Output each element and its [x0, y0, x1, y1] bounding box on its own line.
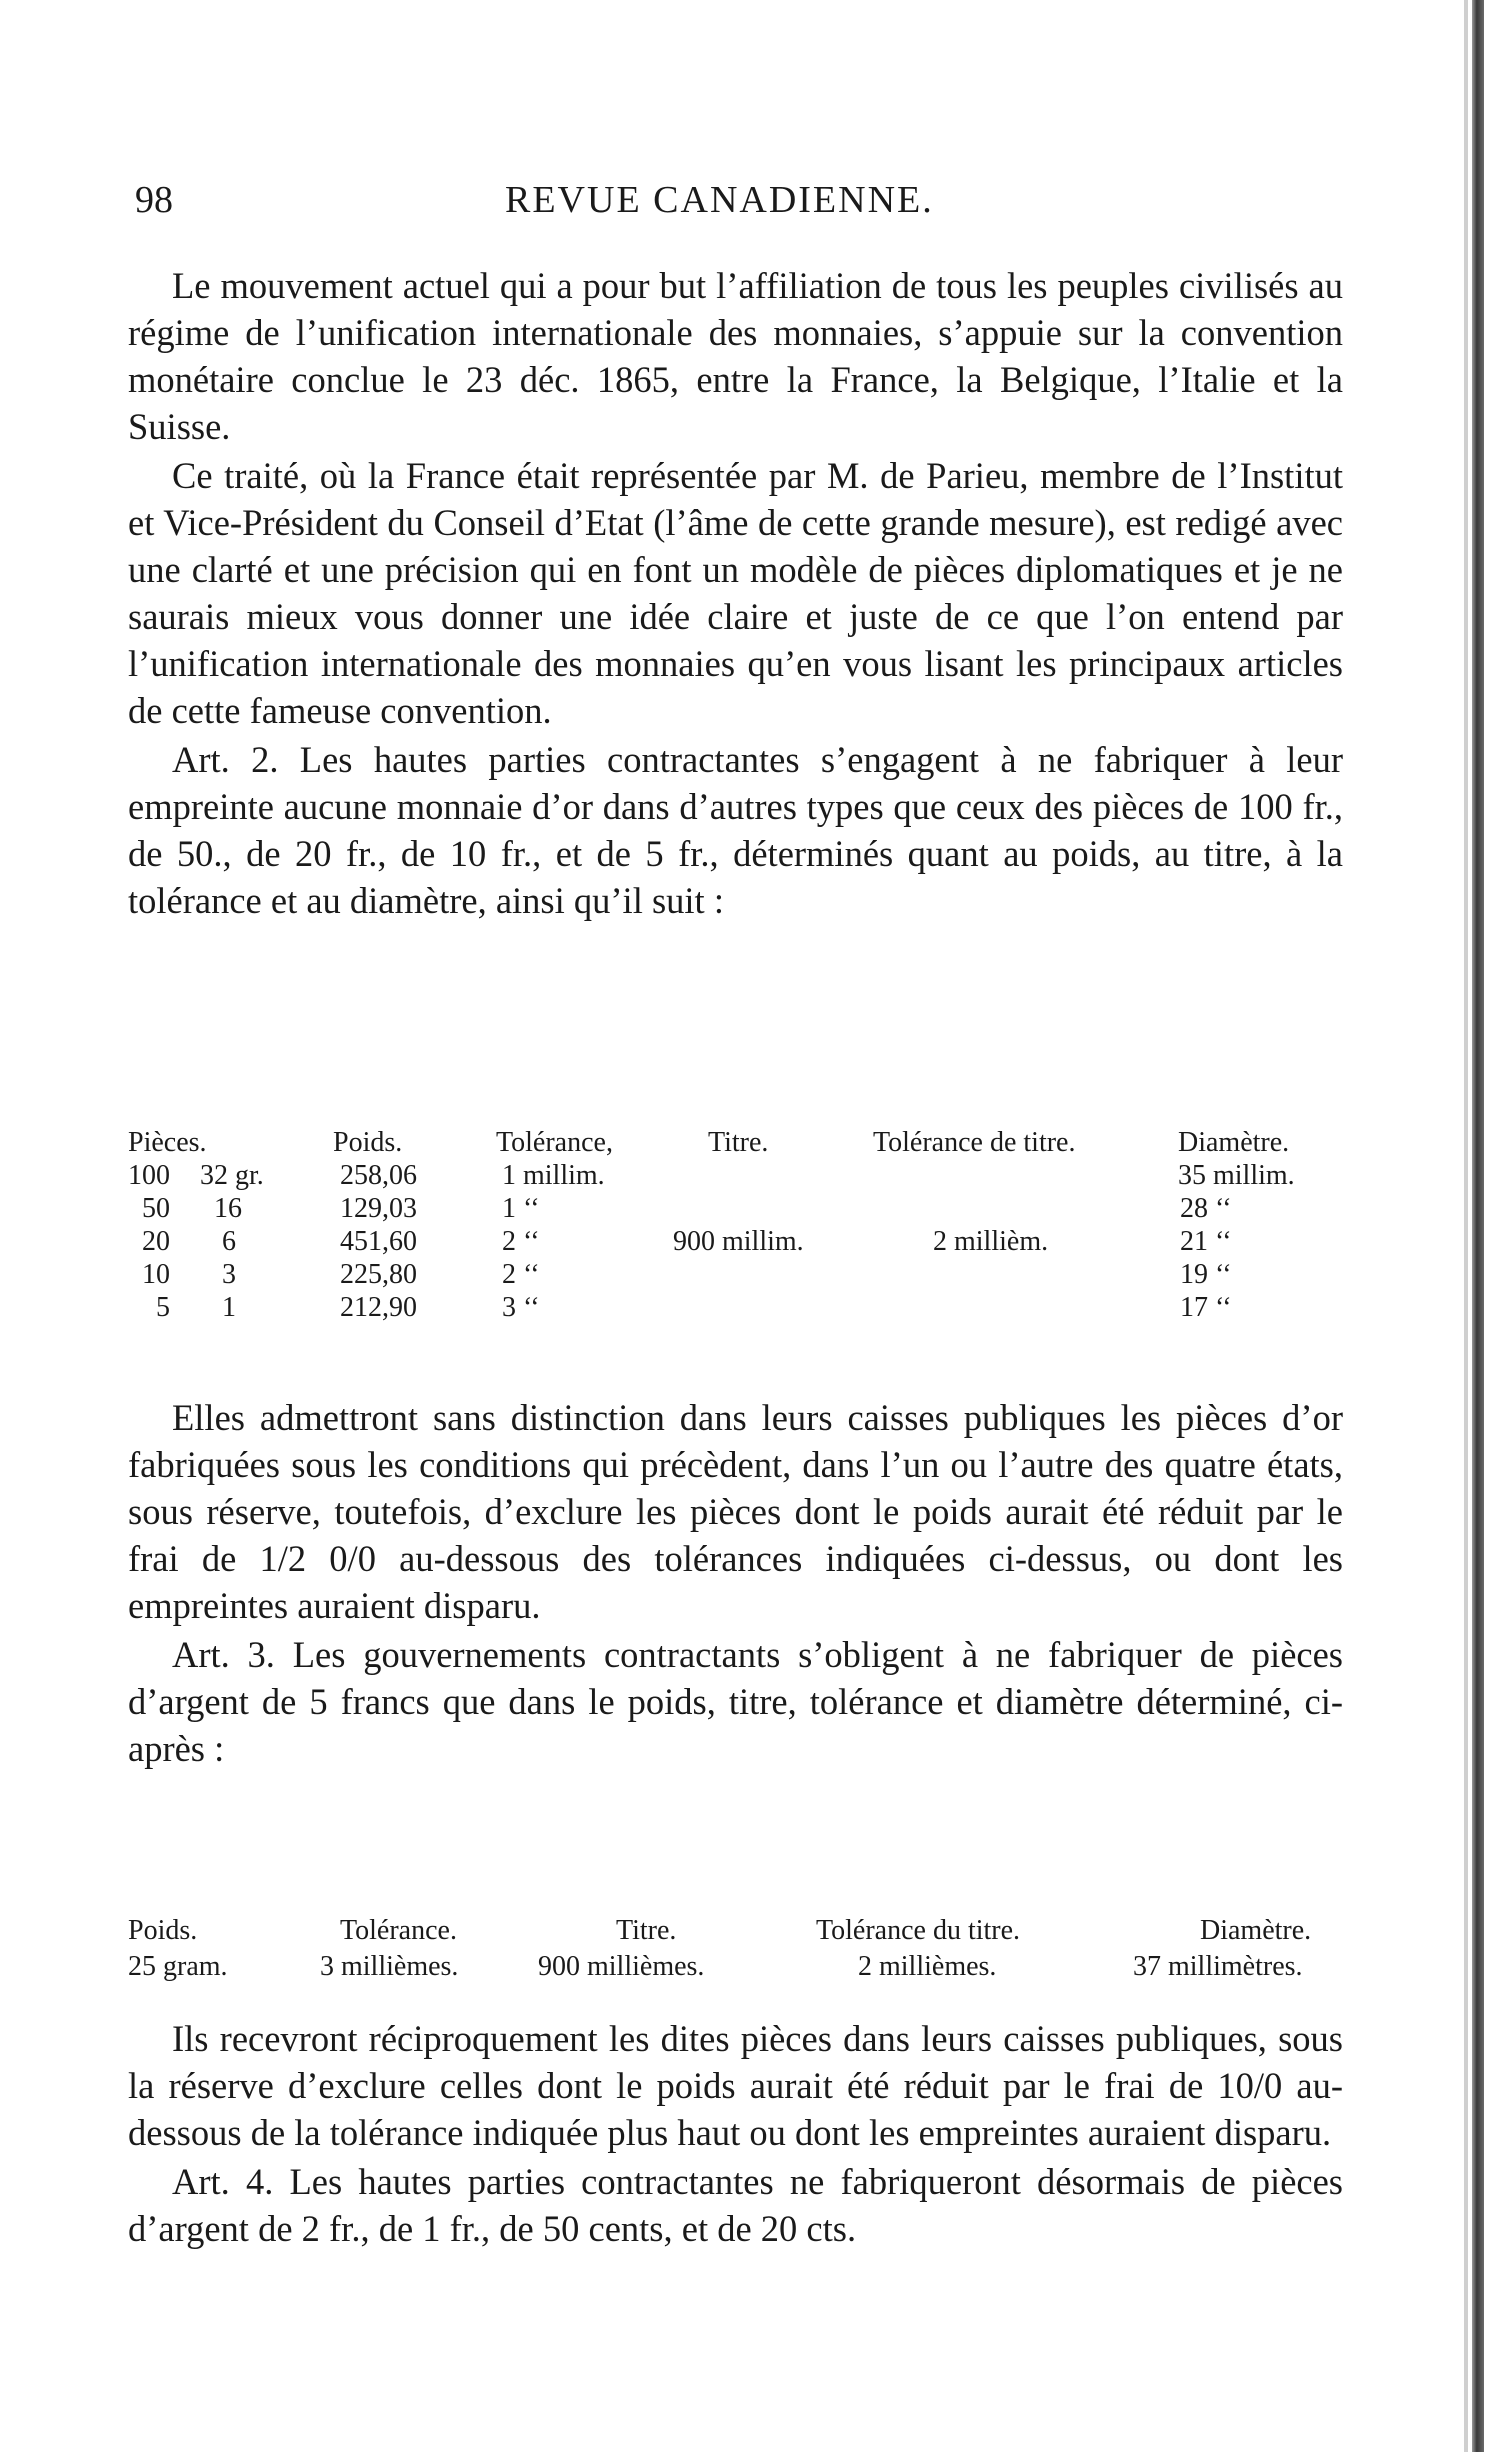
table-header: Titre. — [708, 1127, 769, 1158]
paragraph: Le mouvement actuel qui a pour but l’affiliation de tous les peuples civilisés au régime de l’unification internationale des monnaies, s’appuie sur la convention monétaire conclue le 23 déc. 1865, entre la France, la Belgique, l’Italie et la Suisse. — [128, 265, 1343, 447]
table-header: Diamètre. — [1200, 1915, 1312, 1946]
table-cell: 2 millièm. — [933, 1226, 1049, 1257]
table-header: Tolérance du titre. — [816, 1915, 1021, 1946]
table-cell: 28 ‘‘ — [1180, 1193, 1232, 1224]
page-edge-shadow — [1464, 0, 1468, 2452]
table-cell: 37 millimètres. — [1133, 1951, 1303, 1982]
table-cell: 3 millièmes. — [320, 1951, 459, 1982]
book-page — [120, 0, 1345, 2452]
body-text-bottom — [128, 2015, 1343, 2252]
table-cell: 25 gram. — [128, 1951, 228, 1982]
table-cell: 451,60 — [340, 1226, 417, 1257]
table-cell: 100 — [128, 1160, 170, 1191]
paragraph: Ils recevront réciproquement les dites pièces dans leurs caisses publiques, sous la réserve d’exclure celles dont le poids aurait été réduit par le frai de 10/0 au-dessous de la tolérance indiquée plus haut ou dont les empreintes auraient disparu. — [128, 2018, 1343, 2153]
table-cell: 2 millièmes. — [858, 1951, 997, 1982]
table-cell: 2 ‘‘ — [502, 1259, 540, 1290]
paragraph: Ce traité, où la France était représentée par M. de Parieu, membre de l’Institut et Vice-Président du Conseil d’Etat (l’âme de cette grande mesure), est redigé avec une clarté et une précision qui en font un modèle de pièces diplomatiques et je ne saurais mieux vous donner une idée claire et juste de ce que l’on entend par l’unification internationale des monnaies qu’en vous lisant les principaux articles de cette fameuse convention. — [128, 455, 1343, 731]
table-header: Poids. — [128, 1915, 198, 1946]
table-cell: 1 — [222, 1292, 236, 1323]
table-cell: 21 ‘‘ — [1180, 1226, 1232, 1257]
table-cell: 17 ‘‘ — [1180, 1292, 1232, 1323]
table-cell: 1 ‘‘ — [502, 1193, 540, 1224]
table-header: Pièces. — [128, 1127, 207, 1158]
table-cell: 1 millim. — [502, 1160, 605, 1191]
body-text-middle — [128, 1394, 1343, 1772]
table-cell: 10 — [142, 1259, 170, 1290]
book-spine-edge — [1472, 0, 1484, 2452]
paragraph: Art. 4. Les hautes parties contractantes ne fabriqueront désormais de pièces d’argent de 2 fr., de 1 fr., de 50 cents, et de 20 cts. — [128, 2161, 1343, 2249]
table-cell: 32 gr. — [200, 1160, 264, 1191]
table-cell: 3 ‘‘ — [502, 1292, 540, 1323]
table-header: Tolérance de titre. — [873, 1127, 1076, 1158]
table-cell: 900 millièmes. — [538, 1951, 705, 1982]
table-cell: 2 ‘‘ — [502, 1226, 540, 1257]
table-cell: 900 millim. — [673, 1226, 804, 1257]
body-text-top — [128, 262, 1343, 924]
table-header: Poids. — [333, 1127, 403, 1158]
page-number: 98 — [135, 179, 173, 221]
table-header: Tolérance. — [340, 1915, 457, 1946]
table-cell: 129,03 — [340, 1193, 417, 1224]
table-header: Tolérance, — [496, 1127, 613, 1158]
page-header — [135, 178, 1335, 228]
table-cell: 16 — [214, 1193, 242, 1224]
table-cell: 6 — [222, 1226, 236, 1257]
paragraph: Art. 2. Les hautes parties contractantes s’engagent à ne fabriquer à leur empreinte aucune monnaie d’or dans d’autres types que ceux des pièces de 100 fr., de 50., de 20 fr., de 10 fr., et de 5 fr., déterminés quant au poids, au titre, à la tolérance et au diamètre, ainsi qu’il suit : — [128, 739, 1343, 921]
paragraph: Art. 3. Les gouvernements contractants s’obligent à ne fabriquer de pièces d’argent de 5 francs que dans le poids, titre, tolérance et diamètre déterminé, ci-après : — [128, 1634, 1343, 1769]
table-cell: 258,06 — [340, 1160, 417, 1191]
table-cell: 212,90 — [340, 1292, 417, 1323]
table-header: Diamètre. — [1178, 1127, 1290, 1158]
table-cell: 19 ‘‘ — [1180, 1259, 1232, 1290]
table-cell: 3 — [222, 1259, 236, 1290]
table-cell: 35 millim. — [1178, 1160, 1295, 1191]
table-cell: 5 — [156, 1292, 170, 1323]
table-cell: 20 — [142, 1226, 170, 1257]
table-cell: 50 — [142, 1193, 170, 1224]
paragraph: Elles admettront sans distinction dans leurs caisses publiques les pièces d’or fabriquées sous les conditions qui précèdent, dans l’un ou l’autre des quatre états, sous réserve, toutefois, d’exclure les pièces dont le poids aurait été réduit par le frai de 1/2 0/0 au-dessous des tolérances indiquées ci-dessus, ou dont les empreintes auraient disparu. — [128, 1397, 1343, 1626]
table-cell: 225,80 — [340, 1259, 417, 1290]
table-header: Titre. — [616, 1915, 677, 1946]
running-title: REVUE CANADIENNE. — [505, 179, 934, 221]
